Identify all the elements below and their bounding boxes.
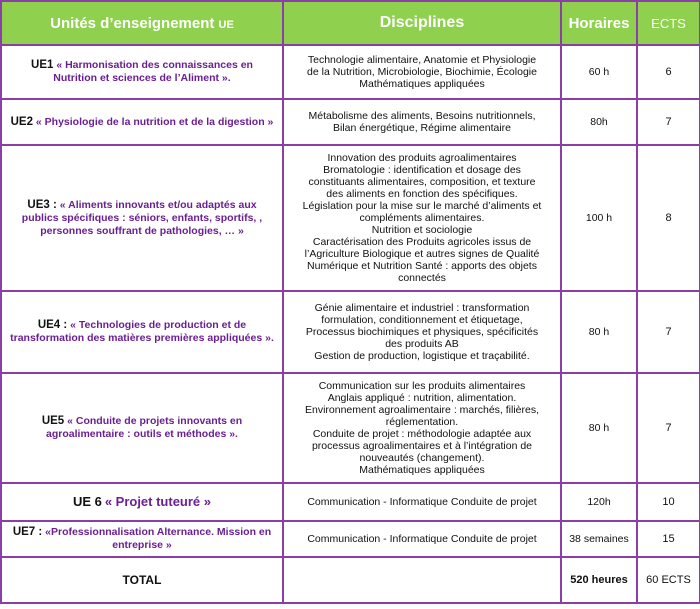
discipline-line: Numérique et Nutrition Santé : apports des objets xyxy=(307,260,537,272)
total-hours: 520 heures xyxy=(561,557,637,603)
discipline-line: Bromatologie : identification et dosage des xyxy=(323,164,521,176)
total-disciplines-empty xyxy=(283,557,561,603)
ue-code: UE2 xyxy=(10,115,33,128)
discipline-line: Environnement agroalimentaire : marchés, filières, xyxy=(304,404,540,416)
discipline-line: réglementation. xyxy=(385,416,459,428)
ue-title: «Professionnalisation Alternance. Mission en entreprise » xyxy=(45,526,272,551)
total-label: TOTAL xyxy=(1,557,283,603)
header-row xyxy=(1,1,700,45)
discipline-line: compléments alimentaires. xyxy=(359,212,485,224)
discipline-line: constituants alimentaires, composition, et texture xyxy=(308,176,536,188)
table-row xyxy=(1,145,700,291)
ue-code: UE1 xyxy=(31,59,54,71)
discipline-line: Métabolisme des aliments, Besoins nutritionnels, xyxy=(308,110,536,122)
header-horaires: Horaires xyxy=(561,1,637,45)
ects-cell: 10 xyxy=(637,483,700,521)
hours-cell: 80 h xyxy=(561,373,637,483)
ue-title: « Harmonisation des connaissances en Nutrition et sciences de l’Aliment ». xyxy=(53,59,253,84)
discipline-line: Nutrition et sociologie xyxy=(371,224,473,236)
header-ue-label: Unités d’enseignement xyxy=(50,14,215,32)
ue-cell xyxy=(1,99,283,145)
ue-title: « Physiologie de la nutrition et de la digestion » xyxy=(35,115,274,128)
disciplines-cell xyxy=(283,145,561,291)
discipline-line: des produits AB xyxy=(385,338,459,350)
header-disciplines: Disciplines xyxy=(283,1,561,45)
ue-title: « Projet tuteuré » xyxy=(104,493,212,509)
table-row xyxy=(1,521,700,557)
discipline-line: Mathématiques appliquées xyxy=(359,78,485,90)
ects-cell: 6 xyxy=(637,45,700,99)
ue-title: « Conduite de projets innovants en agroalimentaire : outils et méthodes ». xyxy=(46,415,243,440)
ue-code: UE 6 xyxy=(72,493,102,509)
table-row xyxy=(1,99,700,145)
discipline-line: Processus biochimiques et physiques, spécificités xyxy=(305,326,539,338)
discipline-line: Innovation des produits agroalimentaires xyxy=(327,152,517,164)
hours-cell: 120h xyxy=(561,483,637,521)
hours-cell: 60 h xyxy=(561,45,637,99)
disciplines-cell xyxy=(283,483,561,521)
hours-cell: 38 semaines xyxy=(561,521,637,557)
hours-cell: 80h xyxy=(561,99,637,145)
ue-cell xyxy=(1,521,283,557)
discipline-line: Anglais appliqué : nutrition, alimentation. xyxy=(327,392,517,404)
ue-cell xyxy=(1,291,283,373)
ue-title: « Technologies de production et de transformation des matières premières appliquées ». xyxy=(10,319,274,344)
table-row xyxy=(1,291,700,373)
discipline-line: Bilan énergétique, Régime alimentaire xyxy=(332,122,512,134)
discipline-line: Gestion de production, logistique et traçabilité. xyxy=(314,350,530,362)
discipline-line: connectés xyxy=(398,272,446,284)
ects-cell: 8 xyxy=(637,145,700,291)
discipline-line: des aliments en fonction des spécifiques. xyxy=(326,188,518,200)
total-ects: 60 ECTS xyxy=(637,557,700,603)
discipline-line: processus agroalimentaires et à l’intégration de xyxy=(311,440,533,452)
discipline-line: Communication - Informatique Conduite de projet xyxy=(307,533,537,545)
ects-cell: 7 xyxy=(637,99,700,145)
discipline-line: de la Nutrition, Microbiologie, Biochimie, Écologie xyxy=(307,66,537,78)
ue-code: UE4 : xyxy=(37,319,68,331)
header-ue-tag: UE xyxy=(218,18,234,31)
discipline-line: l’Agriculture Biologique et autres signes de Qualité xyxy=(304,248,540,260)
discipline-line: Conduite de projet : méthodologie adaptée aux xyxy=(312,428,532,440)
total-row xyxy=(1,557,700,603)
discipline-line: Mathématiques appliquées xyxy=(359,464,485,476)
table-row xyxy=(1,45,700,99)
ue-code: UE7 : xyxy=(12,526,43,538)
header-ue xyxy=(1,1,283,45)
disciplines-cell xyxy=(283,521,561,557)
discipline-line: Génie alimentaire et industriel : transformation xyxy=(314,302,530,314)
discipline-line: Communication - Informatique Conduite de projet xyxy=(307,496,537,508)
ects-cell: 15 xyxy=(637,521,700,557)
ue-cell xyxy=(1,373,283,483)
ue-code: UE5 xyxy=(41,415,65,427)
ue-cell xyxy=(1,483,283,521)
ects-cell: 7 xyxy=(637,291,700,373)
ue-code: UE3 : xyxy=(27,198,57,211)
discipline-line: formulation, conditionnement et étiquetage, xyxy=(321,314,523,326)
hours-cell: 100 h xyxy=(561,145,637,291)
discipline-line: Législation pour la mise sur le marché d’aliments et xyxy=(302,200,542,212)
table-row xyxy=(1,483,700,521)
ue-title: « Aliments innovants et/ou adaptés aux publics spécifiques : séniors, enfants, sportifs, , personnes souffrant de pathologies, … » xyxy=(21,198,263,237)
ue-cell xyxy=(1,45,283,99)
table-row xyxy=(1,373,700,483)
ue-cell xyxy=(1,145,283,291)
discipline-line: Caractérisation des Produits agricoles issus de xyxy=(312,236,532,248)
hours-cell: 80 h xyxy=(561,291,637,373)
ects-cell: 7 xyxy=(637,373,700,483)
discipline-line: Technologie alimentaire, Anatomie et Physiologie xyxy=(307,54,537,66)
disciplines-cell xyxy=(283,45,561,99)
disciplines-cell xyxy=(283,373,561,483)
discipline-line: Communication sur les produits alimentaires xyxy=(318,380,526,392)
disciplines-cell xyxy=(283,291,561,373)
header-ects: ECTS xyxy=(637,1,700,45)
disciplines-cell xyxy=(283,99,561,145)
discipline-line: nouveautés (changement). xyxy=(359,452,485,464)
